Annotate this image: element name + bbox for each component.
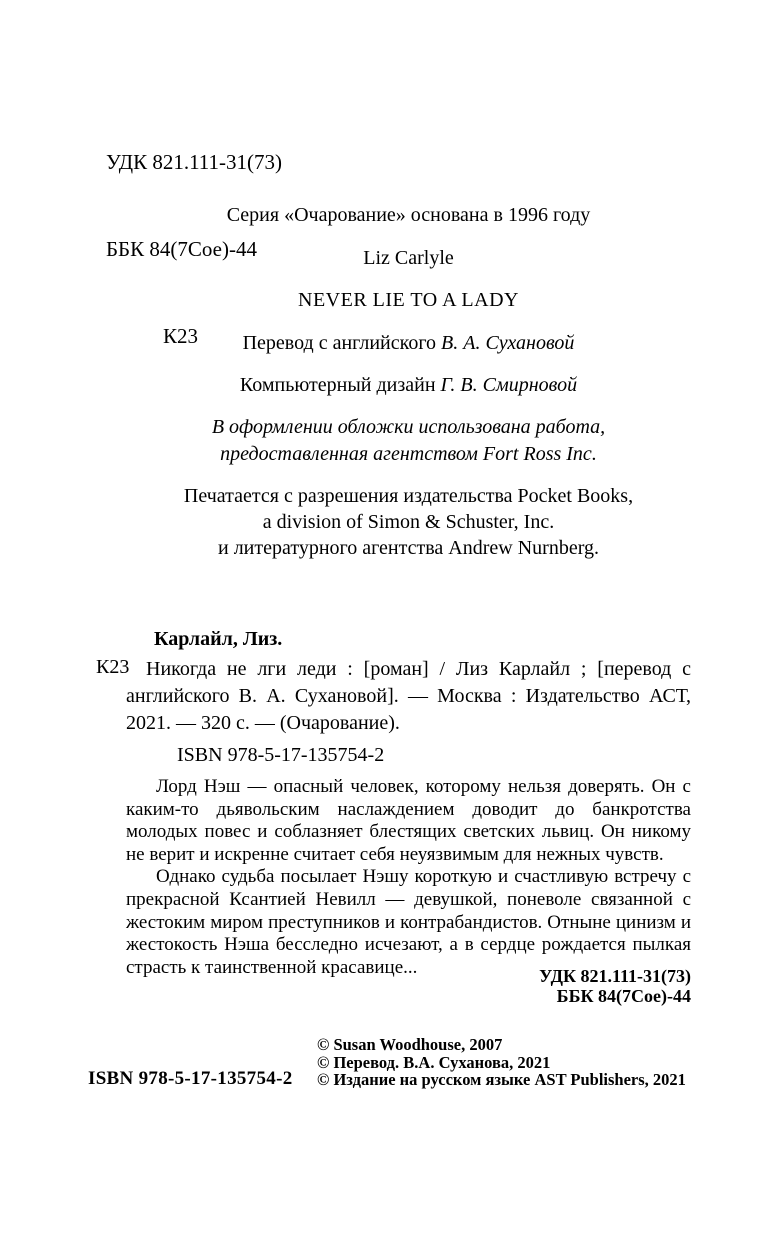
print-permission-line-2: a division of Simon & Schuster, Inc.: [262, 511, 555, 533]
bottom-codes-block: [126, 966, 691, 1006]
annotation-paragraph-2: Однако судьба посылает Нэшу короткую и счастливую встречу с прекрасной Ксантией Невилл — девушкой, поневоле связанной с жестоким миром преступников и контрабандистов. Отныне цинизм и жестокость Нэша бесследно исчезают, а в сердце рождается пылкая страсть к таинственной красавице...: [126, 866, 691, 978]
series-note: Серия «Очарование» основана в 1996 году: [226, 204, 591, 226]
design-credit-prefix: Компьютерный дизайн: [239, 374, 441, 396]
footer-isbn: ISBN 978-5-17-135754-2: [88, 1068, 293, 1089]
print-permission-line-3: и литературного агентства Andrew Nurnberg.: [217, 537, 599, 559]
author-name-latin: Liz Carlyle: [363, 247, 454, 269]
annotation-block: [126, 776, 691, 979]
designer-name: Г. В. Смирновой: [440, 374, 578, 396]
card-author-heading: Карлайл, Лиз.: [154, 628, 283, 650]
design-credit: [126, 374, 691, 397]
cover-art-note-line-2: предоставленная агентством Fort Ross Inc.: [220, 443, 597, 465]
bottom-udk-code: УДК 821.111-31(73): [539, 966, 691, 986]
bottom-bbk-code: ББК 84(7Сое)-44: [556, 986, 691, 1006]
print-permission-line-1: Печатается с разрешения издательства Pocket Books,: [183, 485, 634, 507]
cover-art-note-line-1: В оформлении обложки использована работа,: [211, 416, 606, 438]
annotation-paragraph-1: Лорд Нэш — опасный человек, которому нельзя доверять. Он с каким-то дьявольским наслаждением доводит до банкротства молодых повес и соблазняет блестящих светских львиц. Он никому не верит и искренне считает себя неуязвимым для нежных чувств.: [126, 776, 691, 865]
copyright-line-1: © Susan Woodhouse, 2007: [317, 1035, 503, 1054]
copyright-line-2: © Перевод. В.А. Суханова, 2021: [317, 1052, 551, 1072]
author-sign: К23: [163, 324, 199, 348]
copyright-line-3: © Издание на русском языке AST Publishers, 2021: [317, 1070, 686, 1090]
card-author-sign: К23: [96, 656, 130, 678]
card-isbn: ISBN 978-5-17-135754-2: [177, 744, 385, 766]
card-description: Никогда не лги леди : [роман] / Лиз Карлайл ; [перевод с английского В. А. Сухановой]. — Москва : Издательство АСТ, 2021. — 320 с. — (Очарование).: [126, 658, 691, 734]
translation-credit: [126, 332, 691, 355]
translator-name: В. А. Сухановой: [441, 332, 575, 354]
udk-code: УДК 821.111-31(73): [106, 150, 282, 174]
copyright-block: [317, 1036, 686, 1089]
book-title-latin: NEVER LIE TO A LADY: [298, 289, 519, 311]
bbk-code: ББК 84(7Сое)-44: [106, 237, 257, 261]
translation-credit-prefix: Перевод с английского: [242, 332, 442, 354]
